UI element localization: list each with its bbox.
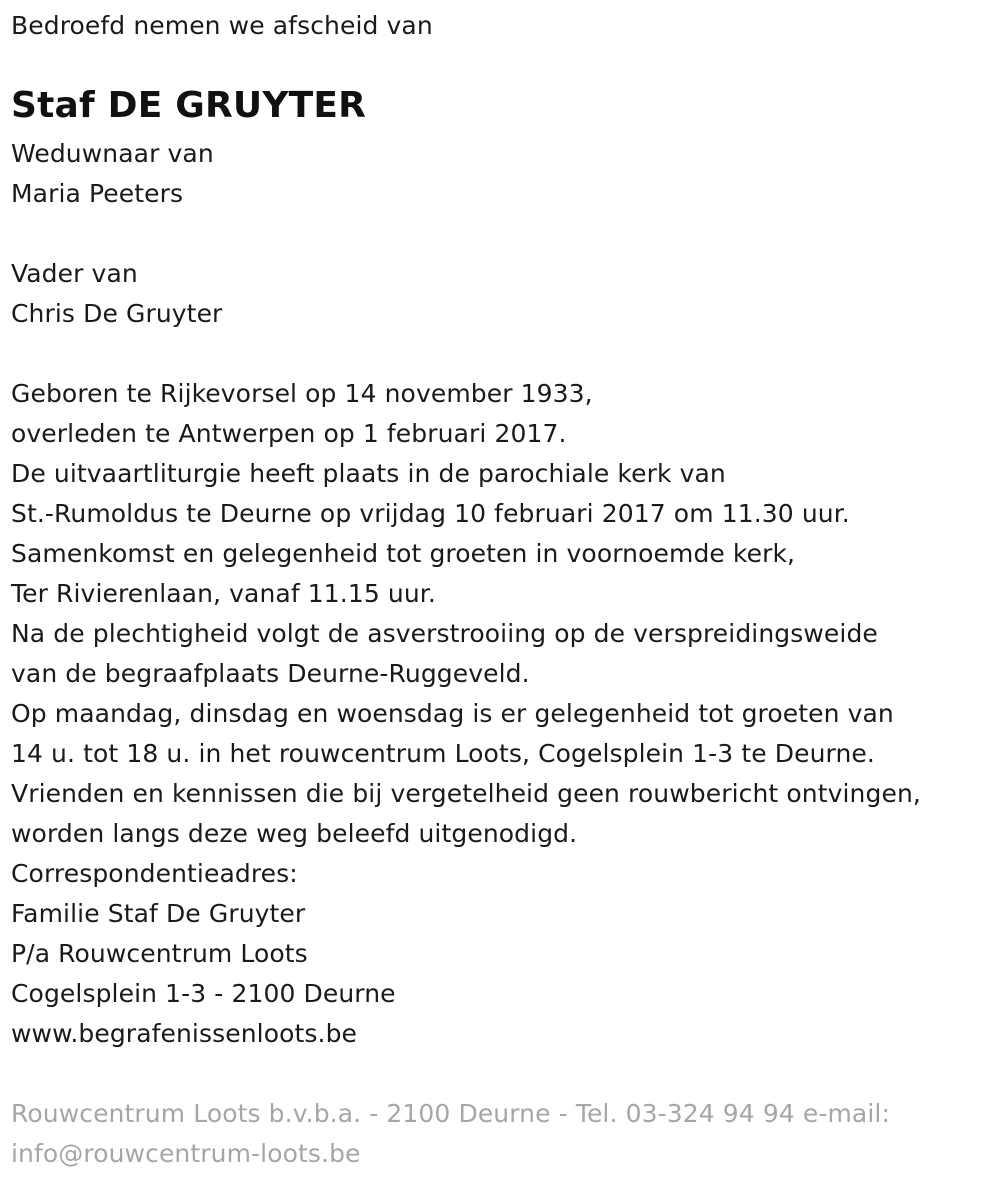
children-relation: Vader van — [11, 259, 138, 288]
spouse-section — [11, 134, 996, 214]
children-section — [11, 254, 996, 334]
liturgy-line: De uitvaartliturgie heeft plaats in de parochiale kerk van — [11, 459, 726, 488]
gathering-time-line: Ter Rivierenlaan, vanaf 11.15 uur. — [11, 579, 436, 608]
spouse-relation: Weduwnaar van — [11, 139, 214, 168]
correspondence-family: Familie Staf De Gruyter — [11, 899, 306, 928]
liturgy-date-line: St.-Rumoldus te Deurne op vrijdag 10 februari 2017 om 11.30 uur. — [11, 499, 850, 528]
website-link[interactable]: www.begrafenissenloots.be — [11, 1019, 358, 1048]
cemetery-line: van de begraafplaats Deurne-Ruggeveld. — [11, 659, 530, 688]
invitation-line: Vrienden en kennissen die bij vergetelheid geen rouwbericht ontvingen, — [11, 779, 921, 808]
child-name: Chris De Gruyter — [11, 299, 223, 328]
footer-email-link[interactable]: info@rouwcentrum-loots.be — [11, 1139, 361, 1168]
invitation-continued-line: worden langs deze weg beleefd uitgenodigd. — [11, 819, 578, 848]
ash-scattering-line: Na de plechtigheid volgt de asverstrooiing op de verspreidingsweide — [11, 619, 878, 648]
visitation-location-line: 14 u. tot 18 u. in het rouwcentrum Loots, Cogelsplein 1-3 te Deurne. — [11, 739, 875, 768]
correspondence-care-of: P/a Rouwcentrum Loots — [11, 939, 308, 968]
intro-text: Bedroefd nemen we afscheid van — [11, 11, 433, 40]
funeral-home-footer — [11, 1094, 996, 1174]
visitation-line: Op maandag, dinsdag en woensdag is er gelegenheid tot groeten van — [11, 699, 894, 728]
spouse-name: Maria Peeters — [11, 179, 184, 208]
correspondence-address: Cogelsplein 1-3 - 2100 Deurne — [11, 979, 396, 1008]
birth-line: Geboren te Rijkevorsel op 14 november 1933, — [11, 379, 593, 408]
gathering-line: Samenkomst en gelegenheid tot groeten in voornoemde kerk, — [11, 539, 796, 568]
death-line: overleden te Antwerpen op 1 februari 2017. — [11, 419, 567, 448]
funeral-details — [11, 374, 996, 1054]
correspondence-heading: Correspondentieadres: — [11, 859, 298, 888]
footer-contact-line: Rouwcentrum Loots b.v.b.a. - 2100 Deurne - Tel. 03-324 94 94 e-mail: — [11, 1099, 890, 1128]
deceased-name: Staf DE GRUYTER — [11, 85, 367, 126]
